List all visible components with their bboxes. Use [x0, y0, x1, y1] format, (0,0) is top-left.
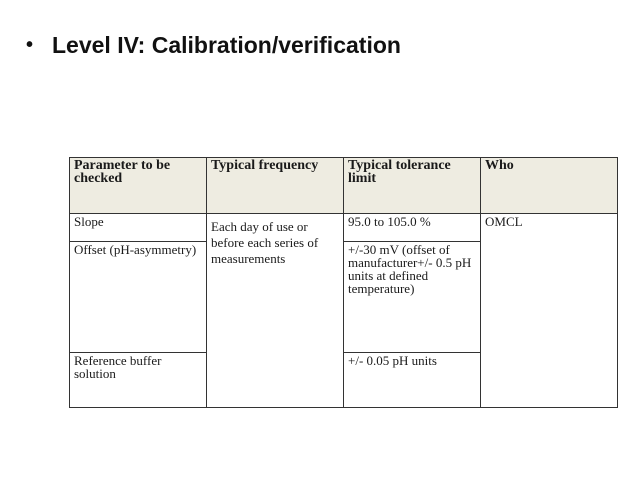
header-parameter: Parameter to be checked — [70, 158, 207, 214]
bullet-icon: • — [26, 34, 34, 56]
frequency-cell: Each day of use or before each series of measurements — [207, 214, 344, 408]
header-frequency: Typical frequency — [207, 158, 344, 214]
slide-title-text: Level IV: Calibration/verification — [52, 32, 401, 58]
header-who: Who — [481, 158, 618, 214]
who-cell: OMCL — [481, 214, 618, 408]
table-header-row — [70, 158, 618, 214]
tolerance-cell: 95.0 to 105.0 % — [344, 214, 481, 242]
header-tolerance: Typical tolerance limit — [344, 158, 481, 214]
calibration-table — [69, 157, 618, 408]
tolerance-cell: +/- 0.05 pH units — [344, 353, 481, 408]
slide-title — [26, 32, 401, 59]
tolerance-cell: +/-30 mV (offset of manufacturer+/- 0.5 pH units at defined temperature) — [344, 242, 481, 353]
parameter-cell: Reference buffer solution — [70, 353, 207, 408]
parameter-cell: Offset (pH-asymmetry) — [70, 242, 207, 353]
table-row — [70, 214, 618, 242]
parameter-cell: Slope — [70, 214, 207, 242]
